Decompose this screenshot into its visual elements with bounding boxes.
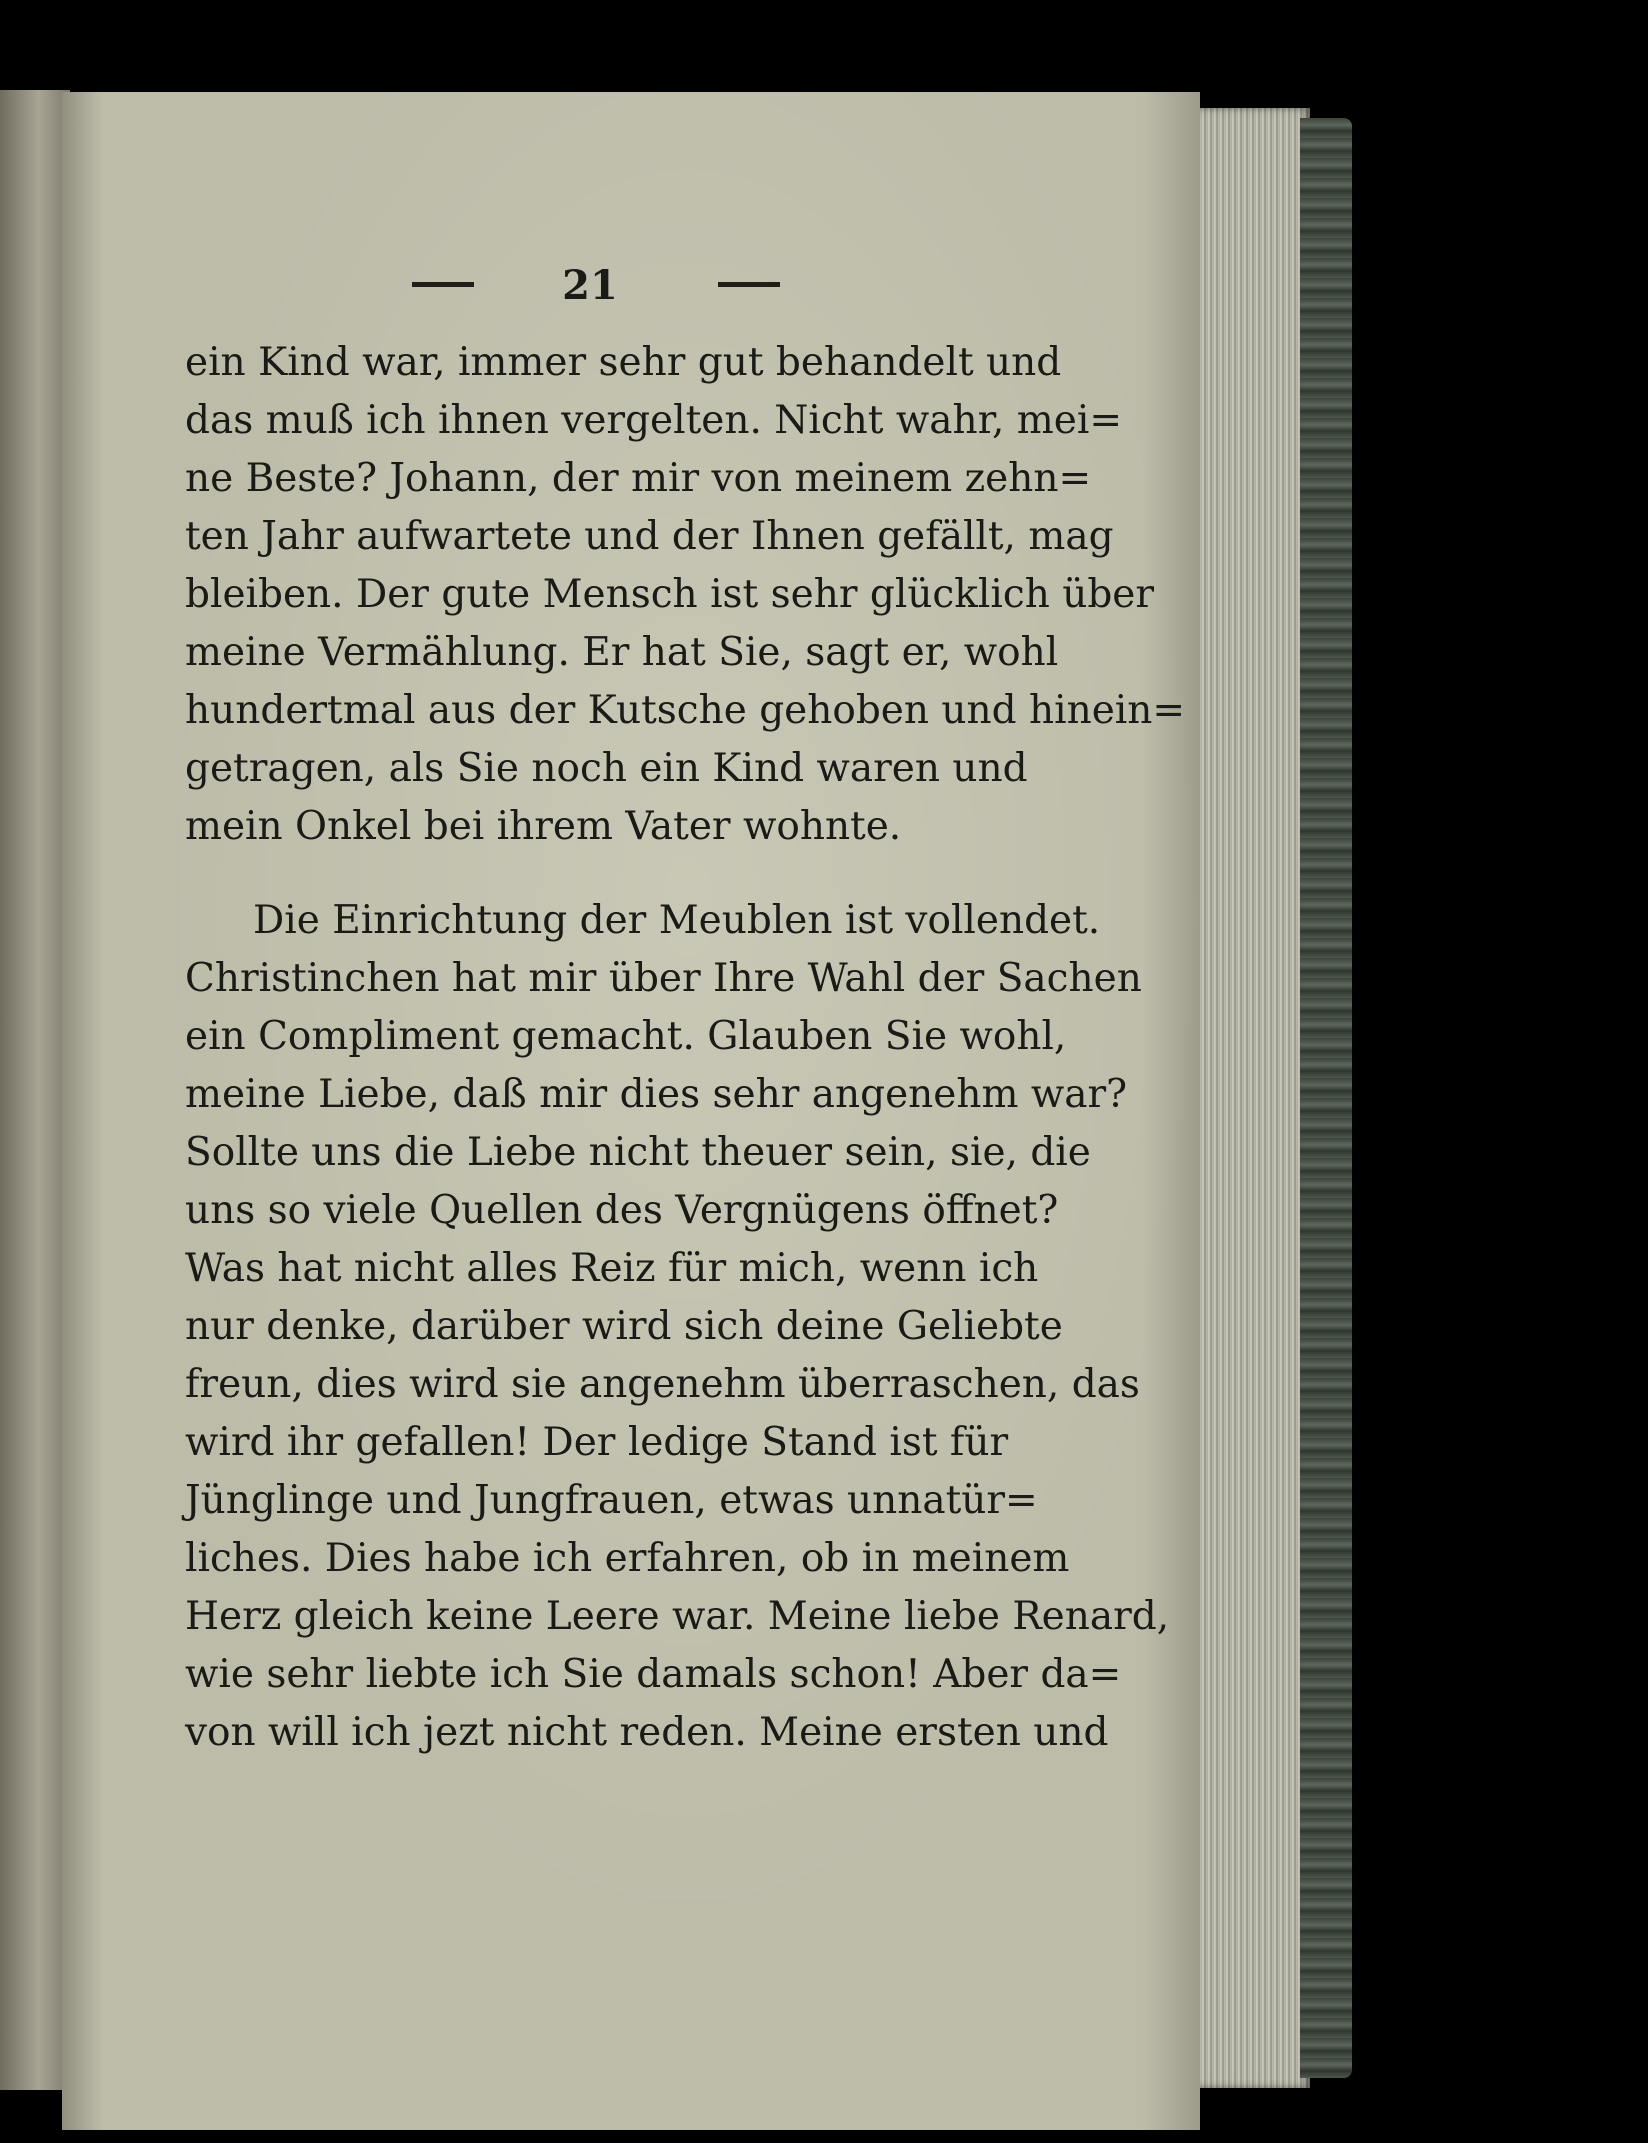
text-line: uns so viele Quellen des Vergnügens öffnet? [185, 1188, 1059, 1233]
book-cover [1300, 118, 1352, 2078]
text-line: wird ihr gefallen! Der ledige Stand ist für [185, 1420, 1009, 1465]
text-line: Jünglinge und Jungfrauen, etwas unnatür= [185, 1478, 1038, 1523]
text-line: liches. Dies habe ich erfahren, ob in meinem [185, 1536, 1070, 1581]
text-line: meine Vermählung. Er hat Sie, sagt er, wohl [185, 630, 1059, 675]
text-line: mein Onkel bei ihrem Vater wohnte. [185, 804, 902, 849]
text-line: bleiben. Der gute Mensch ist sehr glücklich über [185, 572, 1155, 617]
paragraph-gap [185, 856, 965, 892]
text-line: wie sehr liebte ich Sie damals schon! Aber da= [185, 1652, 1122, 1697]
text-line: hundertmal aus der Kutsche gehoben und hinein= [185, 688, 1186, 733]
text-line: nur denke, darüber wird sich deine Geliebte [185, 1304, 1063, 1349]
text-line: ein Kind war, immer sehr gut behandelt und [185, 340, 1062, 385]
text-line: das muß ich ihnen vergelten. Nicht wahr, mei= [185, 398, 1122, 443]
text-line: getragen, als Sie noch ein Kind waren und [185, 746, 1028, 791]
text-line: Herz gleich keine Leere war. Meine liebe Renard, [185, 1594, 1170, 1639]
text-line: ne Beste? Johann, der mir von meinem zehn= [185, 456, 1092, 501]
text-line: Christinchen hat mir über Ihre Wahl der Sachen [185, 956, 1142, 1001]
body-text [185, 334, 1186, 1762]
text-line: ein Compliment gemacht. Glauben Sie wohl, [185, 1014, 1067, 1059]
left-page-edge [0, 90, 70, 2090]
header-dash-left [412, 282, 474, 287]
text-line: von will ich jezt nicht reden. Meine ersten und [185, 1710, 1109, 1755]
page-header [400, 262, 780, 322]
page-number: 21 [562, 262, 618, 309]
text-line: Die Einrichtung der Meublen ist vollendet. [253, 898, 1101, 943]
header-dash-right [718, 282, 780, 287]
text-line: Was hat nicht alles Reiz für mich, wenn ich [185, 1246, 1039, 1291]
text-line: ten Jahr aufwartete und der Ihnen gefällt, mag [185, 514, 1114, 559]
text-line: freun, dies wird sie angenehm überraschen, das [185, 1362, 1140, 1407]
page-edges [1195, 108, 1310, 2088]
text-line: meine Liebe, daß mir dies sehr angenehm war? [185, 1072, 1128, 1117]
text-line: Sollte uns die Liebe nicht theuer sein, sie, die [185, 1130, 1091, 1175]
